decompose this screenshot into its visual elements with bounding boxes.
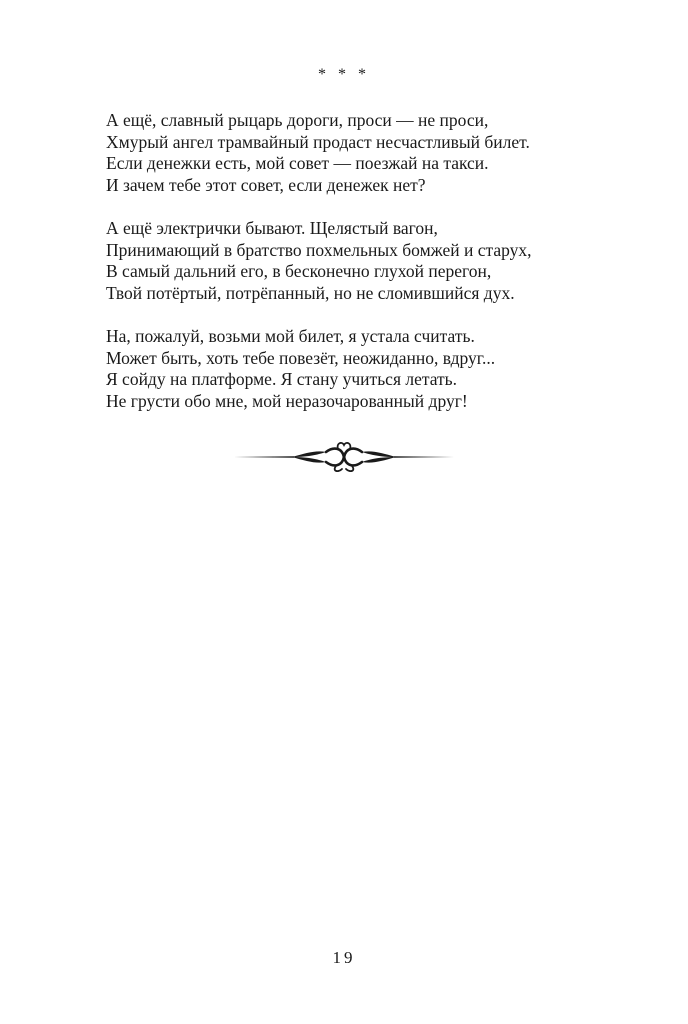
poem-line: Может быть, хоть тебе повезёт, неожиданно, вдруг...: [106, 347, 496, 368]
page-number: 19: [332, 948, 356, 967]
poem-line: Не грусти обо мне, мой неразочарованный друг!: [106, 390, 468, 411]
poem-line: Хмурый ангел трамвайный продаст несчастливый билет.: [106, 131, 530, 152]
poem-line: А ещё, славный рыцарь дороги, проси — не проси,: [106, 110, 489, 130]
poem-line: Если денежки есть, мой совет — поезжай на такси.: [106, 153, 489, 173]
section-marker: * * *: [318, 66, 370, 83]
poem-line: Принимающий в братство похмельных бомжей и старух,: [106, 239, 532, 260]
poem-line: Твой потёртый, потрёпанный, но не сломившийся дух.: [106, 282, 515, 303]
stanza-3: [106, 326, 626, 412]
stanza-2: [106, 218, 626, 304]
poem-line: На, пожалуй, возьми мой билет, я устала считать.: [106, 326, 475, 346]
poem-line: Я сойду на платформе. Я стану учиться летать.: [106, 369, 458, 389]
poem: [106, 110, 626, 434]
poem-line: И зачем тебе этот совет, если денежек нет?: [106, 174, 426, 195]
poem-line: В самый дальний его, в бесконечно глухой перегон,: [106, 261, 492, 281]
flourish-divider-icon: [234, 440, 454, 474]
poem-line: А ещё электрички бывают. Щелястый вагон,: [106, 218, 438, 238]
stanza-1: [106, 110, 626, 196]
